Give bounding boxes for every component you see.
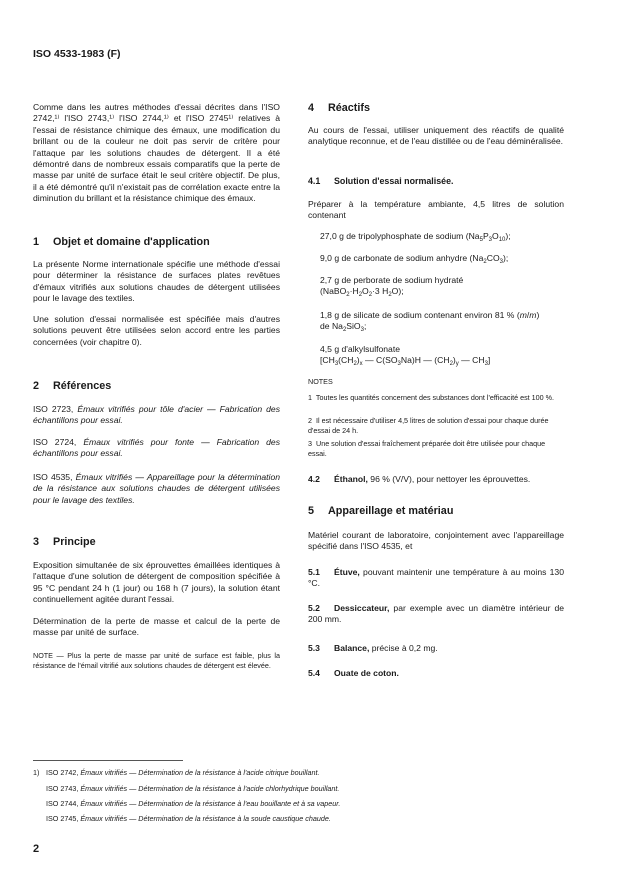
- section-4-1-paragraph: Préparer à la température ambiante, 4,5 litres de solution contenant: [308, 199, 564, 221]
- ingredient-item: 4,5 g d'alkylsulfonate [$CH_3(CH_2)_x$ — $C(SO_3Na)H$ — $(CH_2)_y$ — $CH_3$]: [320, 344, 491, 368]
- page-number: 2: [33, 843, 40, 855]
- section-5-heading: 5 Appareillage et matériau: [308, 505, 454, 517]
- note-item: 2 Il est nécessaire d'utiliser 4,5 litres de solution d'essai pour chaque durée d'essai de 24 h.: [308, 416, 549, 435]
- ingredient-item: 27,0 g de tripolyphosphate de sodium $(Na_5P_3O_{10})$;: [320, 231, 511, 243]
- notes-title: NOTES: [308, 377, 333, 386]
- footnote-marker: 1): [33, 768, 40, 777]
- note-item: 1 Toutes les quantités concernent des substances dont l'efficacité est 100 %.: [308, 393, 555, 402]
- section-5-2: 5.2 Dessiccateur, par exemple avec un diamètre intérieur de 200 mm.: [308, 603, 565, 625]
- section-3-paragraph-1: Exposition simultanée de six éprouvettes émaillées identiques à l'attaque d'une solution de détergent de composition spécifiée à 95 °C pendant 24 h (1 jour) ou 168 h (7 jours), la solution étant continuellement agitée durant l'essai.: [33, 560, 280, 605]
- section-4-paragraph: Au cours de l'essai, utiliser uniquement des réactifs de qualité analytique reconnue, et de l'eau distillée ou de l'eau déminéralisée.: [308, 125, 564, 147]
- reference-item: ISO 2723, Émaux vitrifiés pour tôle d'acier — Fabrication des échantillons pour essai.: [33, 404, 280, 426]
- section-1-paragraph-2: Une solution d'essai normalisée est spécifiée mais d'autres solutions peuvent être utilisées selon accord entre les parties concernées (voir chapitre 0).: [33, 314, 280, 347]
- footnote-separator: [33, 760, 183, 761]
- section-5-paragraph: Matériel courant de laboratoire, conjointement avec l'appareillage spécifié dans l'ISO 4535, et: [308, 530, 564, 552]
- intro-paragraph: Comme dans les autres méthodes d'essai décrites dans l'ISO 2742,¹⁾ l'ISO 2743,¹⁾ l'ISO 2744,¹⁾ et l'ISO 2745¹⁾ relatives à l'essai de résistance chimique des émaux, une modification du brillant ou de la couleur ne doit pas servir de critère pour l'attaque par les solutions chaudes de détergent. Il a été démontré dans de nombreux essais comparatifs que la perte de masse par unité de surface était le seul critère objectif. De plus, il a été démontré qu'il n'existait pas de corrélation exacte entre la diminution du brillant et la résistance chimique des émaux.: [33, 102, 280, 204]
- reference-item: ISO 2724, Émaux vitrifiés pour fonte — Fabrication des échantillons pour essai.: [33, 437, 281, 459]
- section-5-4: 5.4 Ouate de coton.: [308, 668, 399, 678]
- section-3-paragraph-2: Détermination de la perte de masse et calcul de la perte de masse par unité de surface.: [33, 616, 280, 638]
- ingredient-item: 2,7 g de perborate de sodium hydraté ($NaBO_2\cdot H_2O_2\cdot 3$ $H_2O$);: [320, 275, 464, 299]
- section-5-1: 5.1 Étuve, pouvant maintenir une température à au moins 130 °C.: [308, 567, 564, 589]
- footnote-item: ISO 2742, Émaux vitrifiés — Détermination de la résistance à l'acide citrique bouillant.: [46, 768, 320, 777]
- ingredient-item: 9,0 g de carbonate de sodium anhydre $(Na_2CO_3)$;: [320, 253, 509, 265]
- section-5-3: 5.3 Balance, précise à 0,2 mg.: [308, 643, 438, 653]
- footnote-item: ISO 2743, Émaux vitrifiés — Détermination de la résistance à l'acide chlorhydrique bouillant.: [46, 784, 340, 793]
- section-1-heading: 1 Objet et domaine d'application: [33, 236, 210, 248]
- reference-item: ISO 4535, Émaux vitrifiés — Appareillage pour la détermination de la résistance aux solutions chaudes de détergent utilisées pour le lavage des textiles.: [33, 472, 281, 505]
- section-4-heading: 4 Réactifs: [308, 102, 371, 114]
- section-4-1-heading: 4.1 Solution d'essai normalisée.: [308, 176, 454, 186]
- ingredient-item: 1,8 g de silicate de sodium contenant environ 81 % (m/m) de $Na_2SiO_3$;: [320, 310, 540, 334]
- note-item: 3 Une solution d'essai fraîchement préparée doit être utilisée pour chaque essai.: [308, 439, 546, 458]
- section-3-note: NOTE — Plus la perte de masse par unité de surface est faible, plus la résistance de l'émail vitrifié aux solutions chaudes de détergent est élevée.: [33, 651, 280, 670]
- document-id: ISO 4533-1983 (F): [33, 48, 121, 60]
- section-3-heading: 3 Principe: [33, 536, 96, 548]
- footnote-item: ISO 2744, Émaux vitrifiés — Détermination de la résistance à l'eau bouillante et à sa vapeur.: [46, 799, 341, 808]
- section-1-paragraph-1: La présente Norme internationale spécifie une méthode d'essai pour déterminer la résistance de surfaces plates revêtues d'émaux vitrifiés aux solutions chaudes de détergent utilisées pour le lavage des textiles.: [33, 259, 280, 304]
- section-2-heading: 2 Références: [33, 380, 112, 392]
- footnote-item: ISO 2745, Émaux vitrifiés — Détermination de la résistance à la soude caustique chaude.: [46, 814, 331, 823]
- section-4-2: 4.2 Éthanol, 96 % (V/V), pour nettoyer les éprouvettes.: [308, 474, 531, 484]
